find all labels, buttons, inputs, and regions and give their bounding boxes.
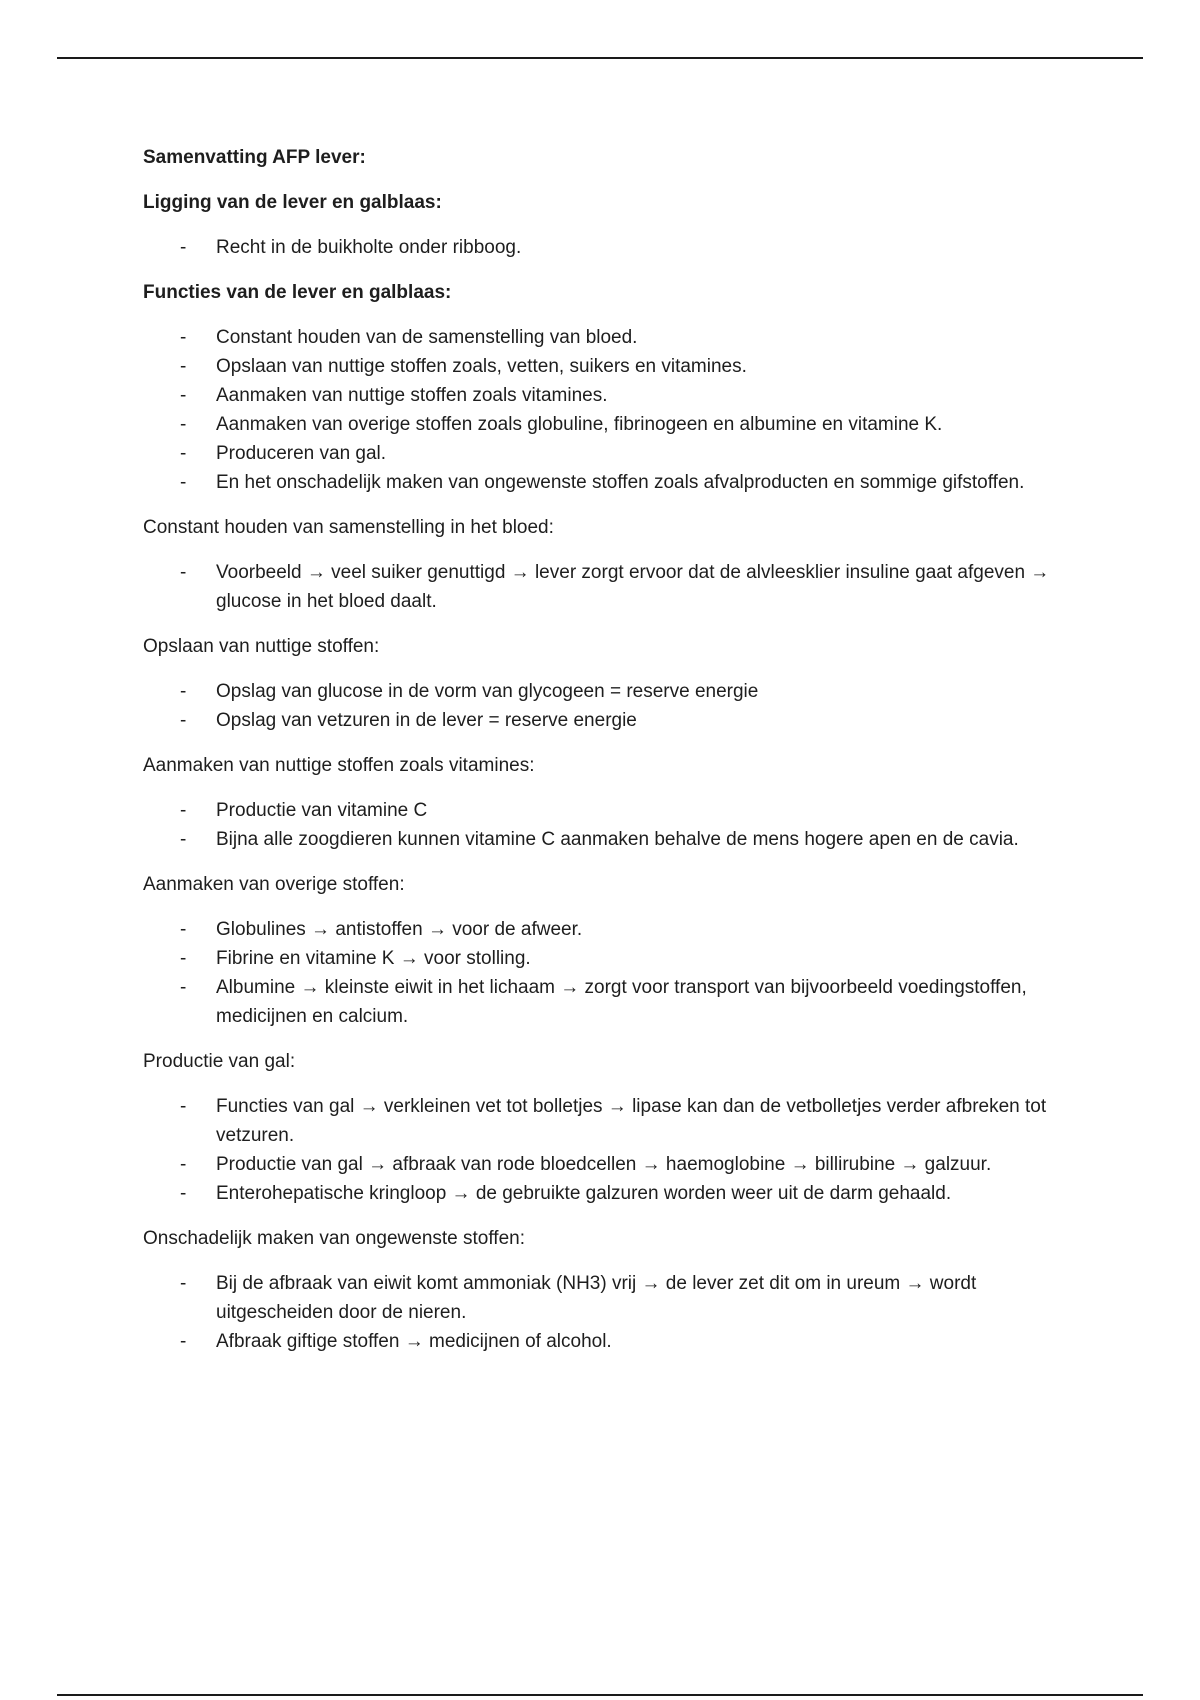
list-item <box>143 1179 1073 1208</box>
list-item <box>143 825 1073 854</box>
list-item <box>143 706 1073 735</box>
list-item-text: Aanmaken van overige stoffen zoals globuline, fibrinogeen en albumine en vitamine K. <box>216 414 943 435</box>
dash-bullet-icon: - <box>180 1273 187 1294</box>
dash-bullet-icon: - <box>180 385 187 406</box>
list-item-text: Opslaan van nuttige stoffen zoals, vetten, suikers en vitamines. <box>216 356 747 377</box>
list-item <box>143 1327 1073 1356</box>
bullet-list <box>143 1269 1073 1356</box>
section-heading: Constant houden van samenstelling in het bloed: <box>143 517 554 538</box>
sections-container <box>143 188 1073 1356</box>
list-item-text: Opslag van glucose in de vorm van glycogeen = reserve energie <box>216 681 759 702</box>
bullet-list <box>143 1092 1073 1208</box>
dash-bullet-icon: - <box>180 327 187 348</box>
bullet-list <box>143 677 1073 735</box>
dash-bullet-icon: - <box>180 948 187 969</box>
list-item <box>143 558 1073 616</box>
list-item-text: Voorbeeld → veel suiker genuttigd → lever zorgt ervoor dat de alvleesklier insuline gaat afgeven → glucose in het bloed daalt. <box>216 562 1050 612</box>
list-item-text: Bij de afbraak van eiwit komt ammoniak (NH3) vrij → de lever zet dit om in ureum → wordt uitgescheiden door de nieren. <box>216 1273 977 1323</box>
dash-bullet-icon: - <box>180 919 187 940</box>
list-item-text: Afbraak giftige stoffen → medicijnen of alcohol. <box>216 1331 612 1352</box>
bullet-list <box>143 233 1073 262</box>
dash-bullet-icon: - <box>180 710 187 731</box>
list-item-text: En het onschadelijk maken van ongewenste stoffen zoals afvalproducten en sommige gifstoffen. <box>216 472 1025 493</box>
dash-bullet-icon: - <box>180 414 187 435</box>
list-item-text: Productie van vitamine C <box>216 800 428 821</box>
list-item <box>143 796 1073 825</box>
dash-bullet-icon: - <box>180 800 187 821</box>
bullet-list <box>143 915 1073 1031</box>
document-title: Samenvatting AFP lever: <box>143 147 366 168</box>
section-heading: Functies van de lever en galblaas: <box>143 282 452 303</box>
list-item <box>143 323 1073 352</box>
list-item <box>143 973 1073 1031</box>
list-item-text: Fibrine en vitamine K → voor stolling. <box>216 948 531 969</box>
list-item-text: Functies van gal → verkleinen vet tot bolletjes → lipase kan dan de vetbolletjes verder afbreken tot vetzuren. <box>216 1096 1047 1146</box>
list-item <box>143 352 1073 381</box>
dash-bullet-icon: - <box>180 443 187 464</box>
section-heading: Aanmaken van overige stoffen: <box>143 874 405 895</box>
dash-bullet-icon: - <box>180 356 187 377</box>
list-item <box>143 468 1073 497</box>
header-rule <box>57 57 1143 59</box>
list-item <box>143 410 1073 439</box>
dash-bullet-icon: - <box>180 829 187 850</box>
dash-bullet-icon: - <box>180 1154 187 1175</box>
section-heading: Ligging van de lever en galblaas: <box>143 192 442 213</box>
dash-bullet-icon: - <box>180 681 187 702</box>
bullet-list <box>143 323 1073 497</box>
list-item-text: Enterohepatische kringloop → de gebruikte galzuren worden weer uit de darm gehaald. <box>216 1183 952 1204</box>
document-body <box>143 143 1073 1372</box>
dash-bullet-icon: - <box>180 1331 187 1352</box>
dash-bullet-icon: - <box>180 1096 187 1117</box>
bullet-list <box>143 796 1073 854</box>
list-item <box>143 915 1073 944</box>
list-item <box>143 381 1073 410</box>
list-item <box>143 1150 1073 1179</box>
dash-bullet-icon: - <box>180 237 187 258</box>
list-item <box>143 233 1073 262</box>
dash-bullet-icon: - <box>180 472 187 493</box>
section-heading: Onschadelijk maken van ongewenste stoffen: <box>143 1228 525 1249</box>
list-item-text: Produceren van gal. <box>216 443 387 464</box>
list-item-text: Albumine → kleinste eiwit in het lichaam → zorgt voor transport van bijvoorbeeld voedingstoffen, medicijnen en calcium. <box>216 977 1027 1027</box>
dash-bullet-icon: - <box>180 562 187 583</box>
list-item <box>143 1092 1073 1150</box>
list-item <box>143 677 1073 706</box>
section-heading: Opslaan van nuttige stoffen: <box>143 636 380 657</box>
bullet-list <box>143 558 1073 616</box>
list-item-text: Recht in de buikholte onder ribboog. <box>216 237 522 258</box>
list-item-text: Opslag van vetzuren in de lever = reserve energie <box>216 710 637 731</box>
section-heading: Aanmaken van nuttige stoffen zoals vitamines: <box>143 755 535 776</box>
list-item-text: Bijna alle zoogdieren kunnen vitamine C aanmaken behalve de mens hogere apen en de cavia. <box>216 829 1019 850</box>
dash-bullet-icon: - <box>180 1183 187 1204</box>
list-item-text: Productie van gal → afbraak van rode bloedcellen → haemoglobine → billirubine → galzuur. <box>216 1154 992 1175</box>
list-item <box>143 1269 1073 1327</box>
list-item <box>143 439 1073 468</box>
list-item-text: Globulines → antistoffen → voor de afweer. <box>216 919 583 940</box>
section-heading: Productie van gal: <box>143 1051 296 1072</box>
footer-rule <box>57 1694 1143 1696</box>
list-item-text: Constant houden van de samenstelling van bloed. <box>216 327 638 348</box>
list-item-text: Aanmaken van nuttige stoffen zoals vitamines. <box>216 385 608 406</box>
dash-bullet-icon: - <box>180 977 187 998</box>
list-item <box>143 944 1073 973</box>
